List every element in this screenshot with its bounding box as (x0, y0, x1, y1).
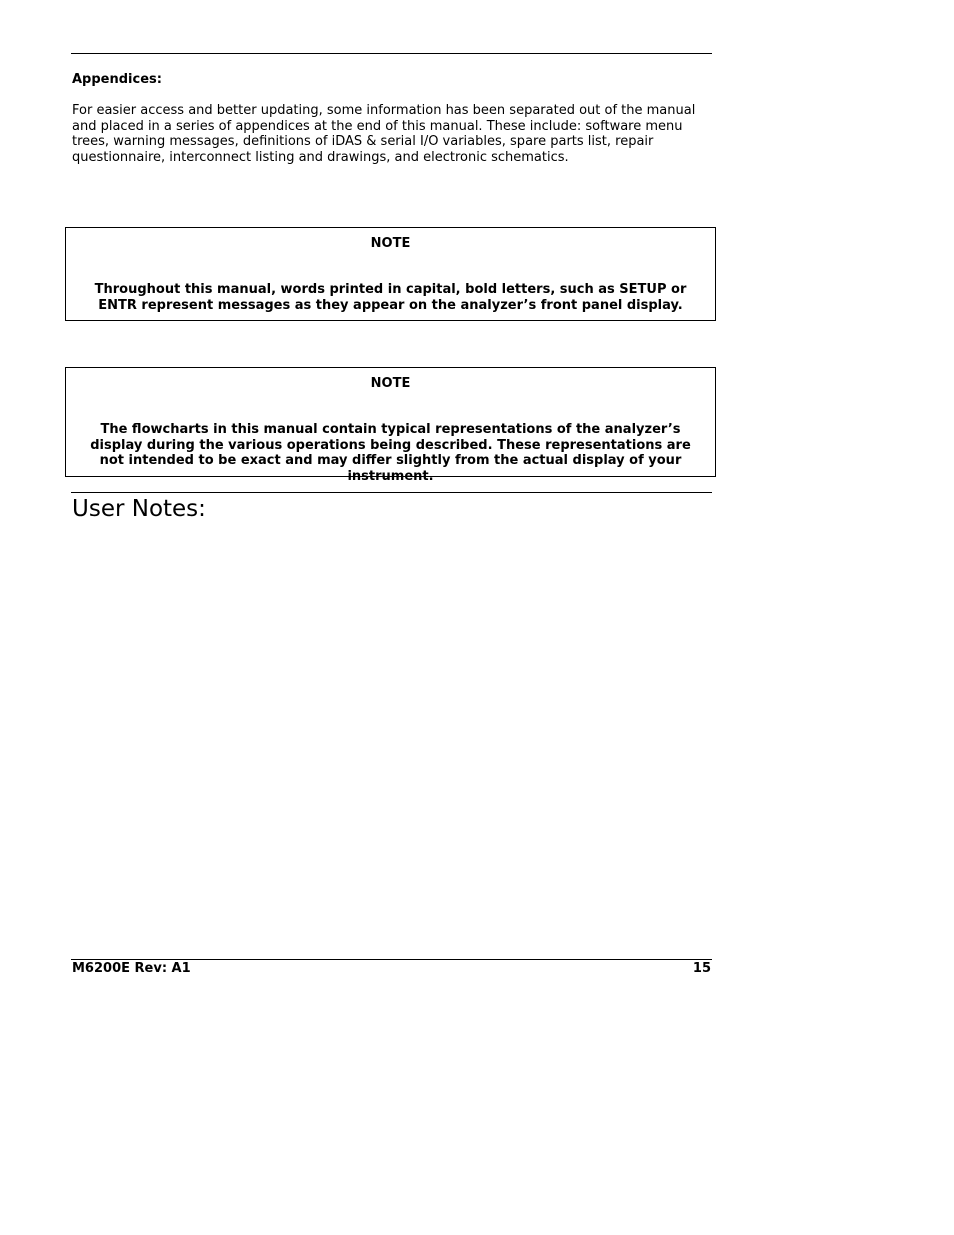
note-title: NOTE (370, 236, 411, 251)
footer-document-id: M6200E Rev: A1 (72, 961, 191, 976)
note-body: The flowcharts in this manual contain typical representations of the analyzer’s display during the various operations being described. These representations are not intended to be exact and may differ slightly from the actual display of your instrument. (90, 422, 691, 484)
note-title: NOTE (370, 376, 411, 391)
note-box-capital-letters (65, 227, 716, 321)
footer-divider (71, 959, 712, 960)
user-notes-heading: User Notes: (72, 496, 206, 522)
user-notes-divider (71, 492, 712, 493)
note-box-flowcharts (65, 367, 716, 484)
top-divider (71, 53, 712, 54)
appendices-heading: Appendices: (72, 72, 162, 87)
note-body: Throughout this manual, words printed in capital, bold letters, such as SETUP or ENTR represent messages as they appear on the analyzer’s front panel display. (94, 282, 687, 313)
appendices-paragraph: For easier access and better updating, some information has been separated out of the manual and placed in a series of appendices at the end of this manual. These include: software menu trees, warning messages, definitions of iDAS & serial I/O variables, spare parts list, repair questionnaire, interconnect listing and drawings, and electronic schematics. (72, 103, 696, 165)
footer-page-number: 15 (692, 961, 711, 976)
